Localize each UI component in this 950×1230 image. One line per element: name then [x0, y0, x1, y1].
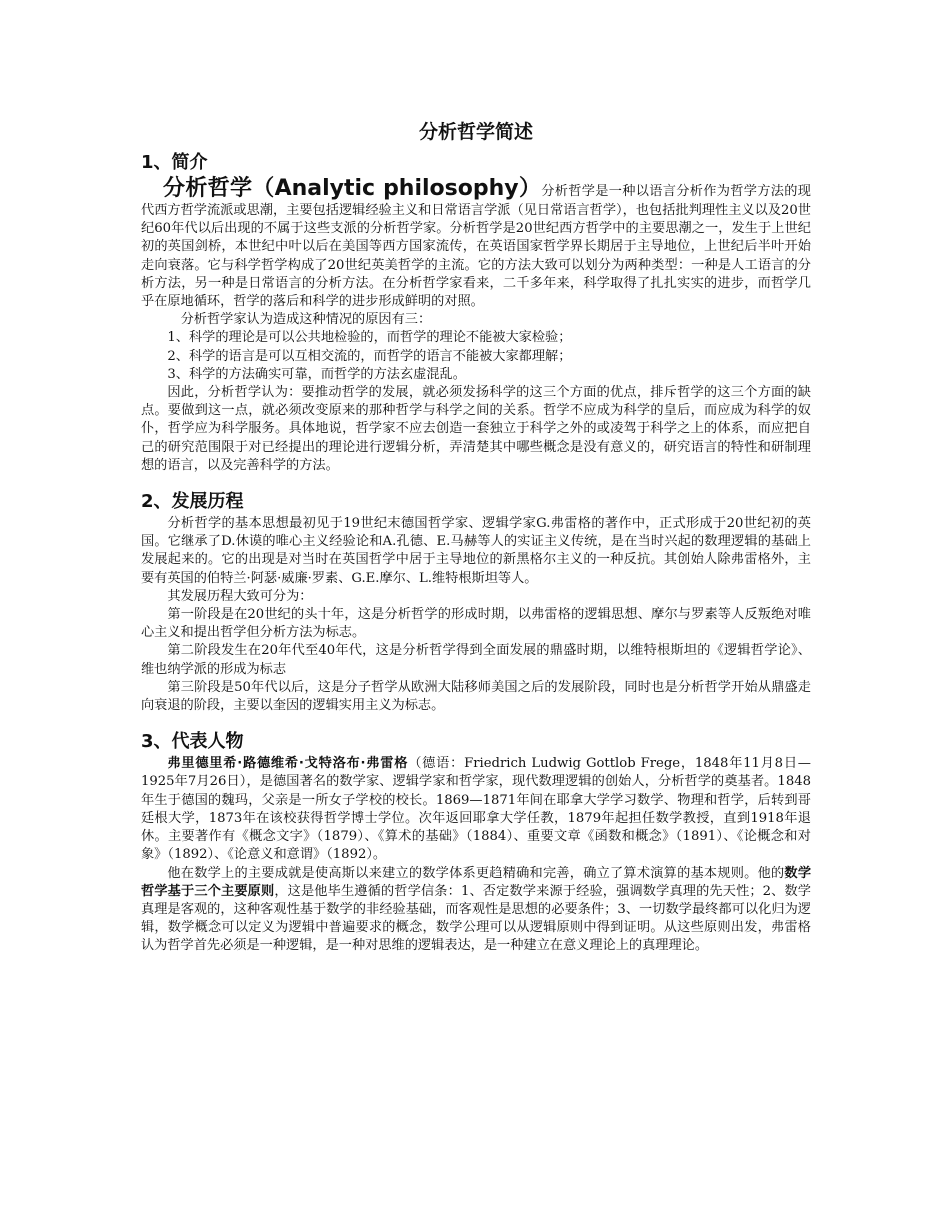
frege-philosophy-paragraph	[141, 865, 811, 956]
section-heading-intro: 1、简介	[141, 152, 208, 173]
person-name: 弗里德里希·路德维希·戈特洛布·弗雷格	[167, 756, 409, 772]
reason-item-2: 2、科学的语言是可以互相交流的，而哲学的语言不能被大家都理解；	[167, 348, 572, 364]
history-stage-2: 第二阶段发生在20年代至40年代，这是分析哲学得到全面发展的鼎盛时期，以维特根斯坦的《逻辑哲学论》、维也纳学派的形成为标志	[141, 643, 811, 677]
intro-paragraph	[141, 176, 811, 311]
section-heading-history: 2、发展历程	[141, 491, 244, 513]
intro-conclusion: 因此，分析哲学认为：要推动哲学的发展，就必须发扬科学的这三个方面的优点，排斥哲学的这三个方面的缺点。要做到这一点，就必须改变原来的那种哲学与科学之间的关系。哲学不应成为科学的皇后，而应成为科学的奴仆，哲学应为科学服务。具体地说，哲学家不应去创造一套独立于科学之外的或凌驾于科学之上的体系，而应把自己的研究范围限于对已经提出的理论进行逻辑分析，弄清楚其中哪些概念是没有意义的，研究语言的特性和研制理想的语言，以及完善科学的方法。	[141, 385, 811, 473]
philosophy-bold-phrase: 数学哲学基于三个主要原则	[141, 865, 812, 899]
reasons-intro: 分析哲学家认为造成这种情况的原因有三：	[180, 312, 432, 328]
section-heading-figures: 3、代表人物	[141, 731, 244, 753]
document-title: 分析哲学简述	[418, 121, 533, 143]
intro-text: 分析哲学是一种以语言分析作为哲学方法的现代西方哲学流派或思潮，主要包括逻辑经验主义和日常语言学派（见日常语言哲学），也包括批判理性主义以及20世纪60年代以后出现的不属于这些支派的分析哲学家。分析哲学是20世纪西方哲学中的主要思潮之一，发生于上世纪初的英国剑桥，本世纪中叶以后在美国等西方国家流传，在英语国家哲学界长期居于主导地位，上世纪后半叶开始走向衰落。它与科学哲学构成了20世纪英美哲学的主流。它的方法大致可以划分为两种类型：一种是人工语言的分析方法，另一种是日常语言的分析方法。在分析哲学家看来，二千多年来，科学取得了扎扎实实的进步，而哲学几乎在原地循环，哲学的落后和科学的进步形成鲜明的对照。	[141, 184, 811, 310]
intro-lead-term: 分析哲学（Analytic philosophy）	[163, 176, 542, 201]
person-bio: （德语：Friedrich Ludwig Gottlob Frege，1848年11月8日—1925年7月26日），是德国著名的数学家、逻辑学家和哲学家，现代数理逻辑的创始人，分析哲学的奠基者。1848年生于德国的魏玛，父亲是一所女子学校的校长。1869—1871年间在耶拿大学学习数学、物理和哲学，后转到哥廷根大学，1873年在该校获得哲学博士学位。次年返回耶拿大学任教，1879年起担任数学教授，直到1918年退休。主要著作有《概念文字》（1879）、《算术的基础》（1884）、重要文章《函数和概念》（1891）、《论概念和对象》（1892）、《论意义和意谓》（1892）。	[141, 756, 811, 863]
frege-bio-paragraph	[141, 755, 811, 864]
history-paragraph-2: 其发展历程大致可分为：	[167, 588, 313, 604]
philosophy-text-after: ，这是他毕生遵循的哲学信条：1、否定数学来源于经验，强调数学真理的先天性；2、数学真理是客观的，这种客观性基于数学的非经验基础，而客观性是思想的必要条件；3、一切数学最终都可以化归为逻辑，数学概念可以定义为逻辑中普遍要求的概念，数学公理可以从逻辑原则中得到证明。从这些原则出发，弗雷格认为哲学首先必须是一种逻辑，是一种对思维的逻辑表达，是一种建立在意义理论上的真理理论。	[141, 883, 811, 954]
reason-item-3: 3、科学的方法确实可靠，而哲学的方法玄虚混乱。	[167, 366, 466, 382]
document-page	[141, 112, 811, 956]
history-paragraph-1: 分析哲学的基本思想最初见于19世纪末德国哲学家、逻辑学家G.弗雷格的著作中，正式形成于20世纪初的英国。它继承了D.休谟的唯心主义经验论和A.孔德、E.马赫等人的实证主义传统，是在当时兴起的数理逻辑的基础上发展起来的。它的出现是对当时在英国哲学中居于主导地位的新黑格尔主义的一种反抗。其创始人除弗雷格外，主要有英国的伯特兰·阿瑟·威廉·罗素、G.E.摩尔、L.维特根斯坦等人。	[141, 516, 811, 586]
reason-item-1: 1、科学的理论是可以公共地检验的，而哲学的理论不能被大家检验；	[167, 330, 572, 346]
history-stage-3: 第三阶段是50年代以后，这是分子哲学从欧洲大陆移师美国之后的发展阶段，同时也是分析哲学开始从鼎盛走向衰退的阶段，主要以奎因的逻辑实用主义为标志。	[141, 679, 811, 714]
history-stage-1: 第一阶段是在20世纪的头十年，这是分析哲学的形成时期，以弗雷格的逻辑思想、摩尔与罗素等人反叛绝对唯心主义和提出哲学但分析方法为标志。	[141, 607, 811, 641]
philosophy-text-before: 他在数学上的主要成就是使高斯以来建立的数学体系更趋精确和完善，确立了算术演算的基本规则。他的	[167, 865, 785, 881]
